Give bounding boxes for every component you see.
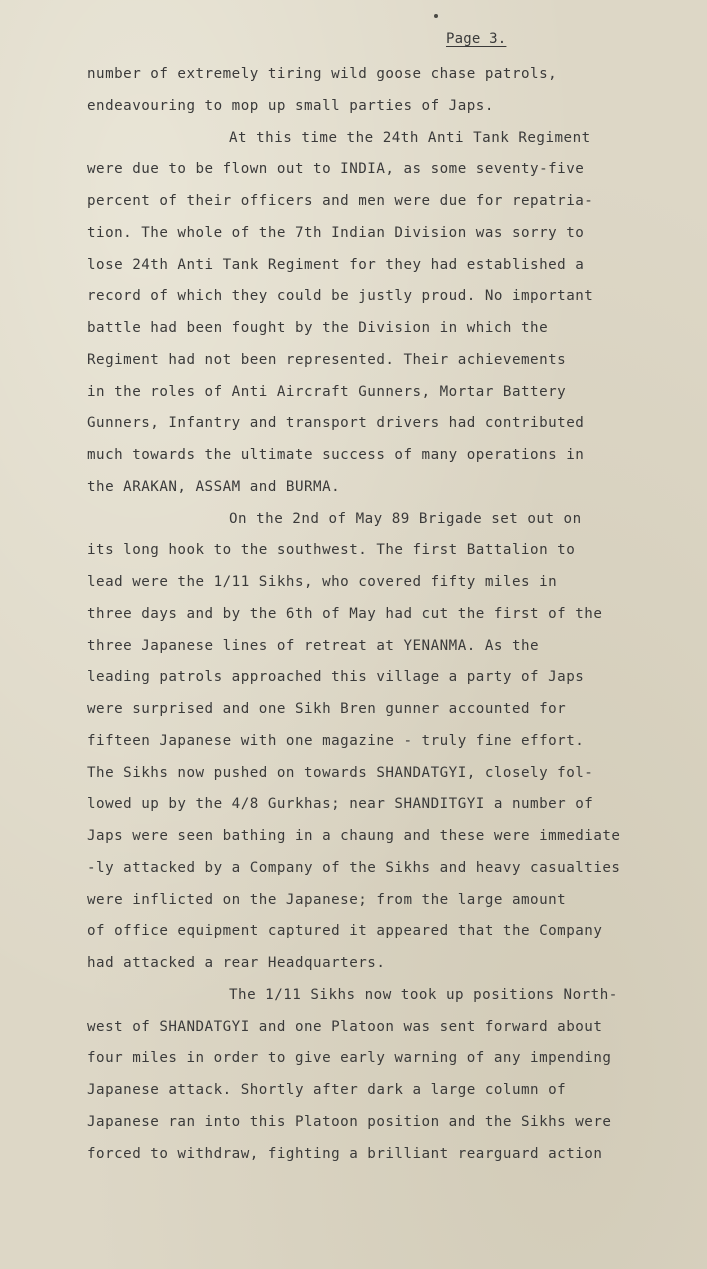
text-line: were inflicted on the Japanese; from the large amount	[87, 891, 567, 908]
text-line: were surprised and one Sikh Bren gunner accounted for	[87, 701, 567, 717]
text-line: tion. The whole of the 7th Indian Division was sorry to	[87, 224, 585, 241]
text-line: Japanese ran into this Platoon position and the Sikhs were	[87, 1113, 612, 1130]
text-line: endeavouring to mop up small parties of Japs.	[87, 97, 494, 114]
text-line: were due to be flown out to INDIA, as some seventy-five	[87, 161, 585, 178]
text-line: Regiment had not been represented. Their achievements	[87, 351, 567, 368]
text-line: lowed up by the 4/8 Gurkhas; near SHANDITGYI a number of	[87, 796, 594, 813]
text-line: lose 24th Anti Tank Regiment for they had established a	[87, 256, 585, 273]
text-line: number of extremely tiring wild goose chase patrols,	[87, 66, 558, 82]
text-line: -ly attacked by a Company of the Sikhs and heavy casualties	[87, 859, 621, 876]
page-number: Page 3.	[446, 31, 507, 47]
text-line: lead were the 1/11 Sikhs, who covered fifty miles in	[87, 574, 558, 590]
text-line: On the 2nd of May 89 Brigade set out on	[229, 510, 582, 527]
ink-speck	[434, 14, 438, 18]
text-line: four miles in order to give early warning of any impending	[87, 1050, 612, 1067]
text-line: three Japanese lines of retreat at YENANMA. As the	[87, 637, 540, 654]
text-line: The Sikhs now pushed on towards SHANDATGYI, closely fol-	[87, 764, 594, 781]
text-line: percent of their officers and men were due for repatria-	[87, 193, 594, 209]
text-line: in the roles of Anti Aircraft Gunners, Mortar Battery	[87, 383, 567, 400]
text-line: the ARAKAN, ASSAM and BURMA.	[87, 478, 341, 495]
text-line: Japanese attack. Shortly after dark a large column of	[87, 1082, 567, 1098]
text-line: fifteen Japanese with one magazine - truly fine effort.	[87, 732, 585, 749]
text-line: Gunners, Infantry and transport drivers had contributed	[87, 415, 585, 432]
text-line: Japs were seen bathing in a chaung and these were immediate	[87, 828, 621, 844]
text-line: record of which they could be justly proud. No important	[87, 288, 594, 305]
text-line: The 1/11 Sikhs now took up positions North-	[229, 986, 618, 1003]
text-line: battle had been fought by the Division in which the	[87, 320, 549, 336]
text-line: leading patrols approached this village a party of Japs	[87, 669, 585, 686]
text-line: much towards the ultimate success of many operations in	[87, 447, 585, 463]
text-line: three days and by the 6th of May had cut the first of the	[87, 605, 603, 622]
text-line: its long hook to the southwest. The first Battalion to	[87, 542, 576, 559]
body-text	[87, 59, 687, 1170]
text-line: forced to withdraw, fighting a brilliant rearguard action	[87, 1145, 603, 1162]
text-line: had attacked a rear Headquarters.	[87, 955, 386, 971]
text-line: At this time the 24th Anti Tank Regiment	[229, 129, 591, 146]
text-line: west of SHANDATGYI and one Platoon was sent forward about	[87, 1018, 603, 1035]
text-line: of office equipment captured it appeared that the Company	[87, 923, 603, 940]
